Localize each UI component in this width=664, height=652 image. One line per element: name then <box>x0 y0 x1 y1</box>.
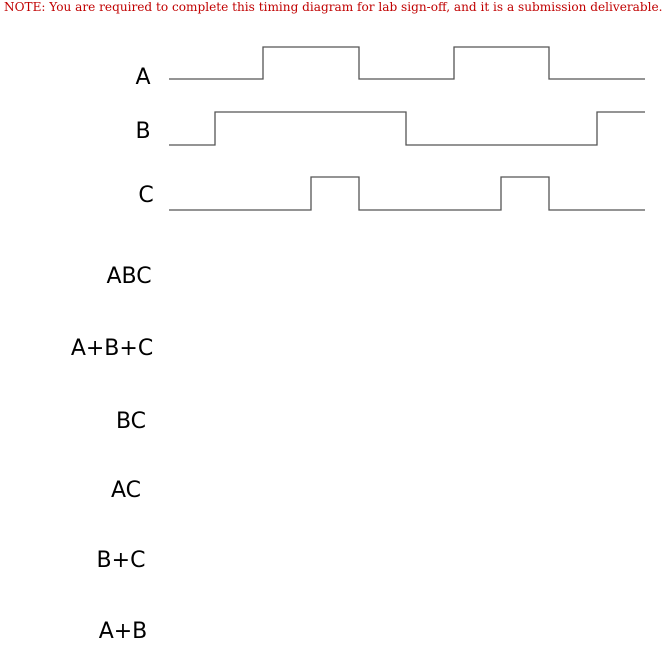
signal-waveform-a <box>169 47 645 79</box>
expression-rows <box>71 264 153 644</box>
expression-label-bc: BC <box>115 409 147 434</box>
expression-label-a-or-b: A+B <box>98 619 148 644</box>
signal-waveform-c <box>169 177 645 210</box>
signal-label-c: C <box>138 183 154 208</box>
signals <box>135 47 645 210</box>
expression-label-ac: AC <box>110 478 142 503</box>
signal-label-b: B <box>135 119 151 144</box>
signal-waveform-b <box>169 112 645 145</box>
expression-label-abc: ABC <box>106 264 152 289</box>
expression-label-a-or-b-or-c: A+B+C <box>70 336 154 361</box>
expression-label-b-or-c: B+C <box>96 548 146 573</box>
signal-row-b <box>135 112 645 145</box>
signal-row-c <box>138 177 645 210</box>
signal-label-a: A <box>135 65 151 90</box>
signal-row-a <box>135 47 645 90</box>
lab-note: NOTE: You are required to complete this timing diagram for lab sign-off, and it is a submission deliverable. <box>4 0 663 14</box>
